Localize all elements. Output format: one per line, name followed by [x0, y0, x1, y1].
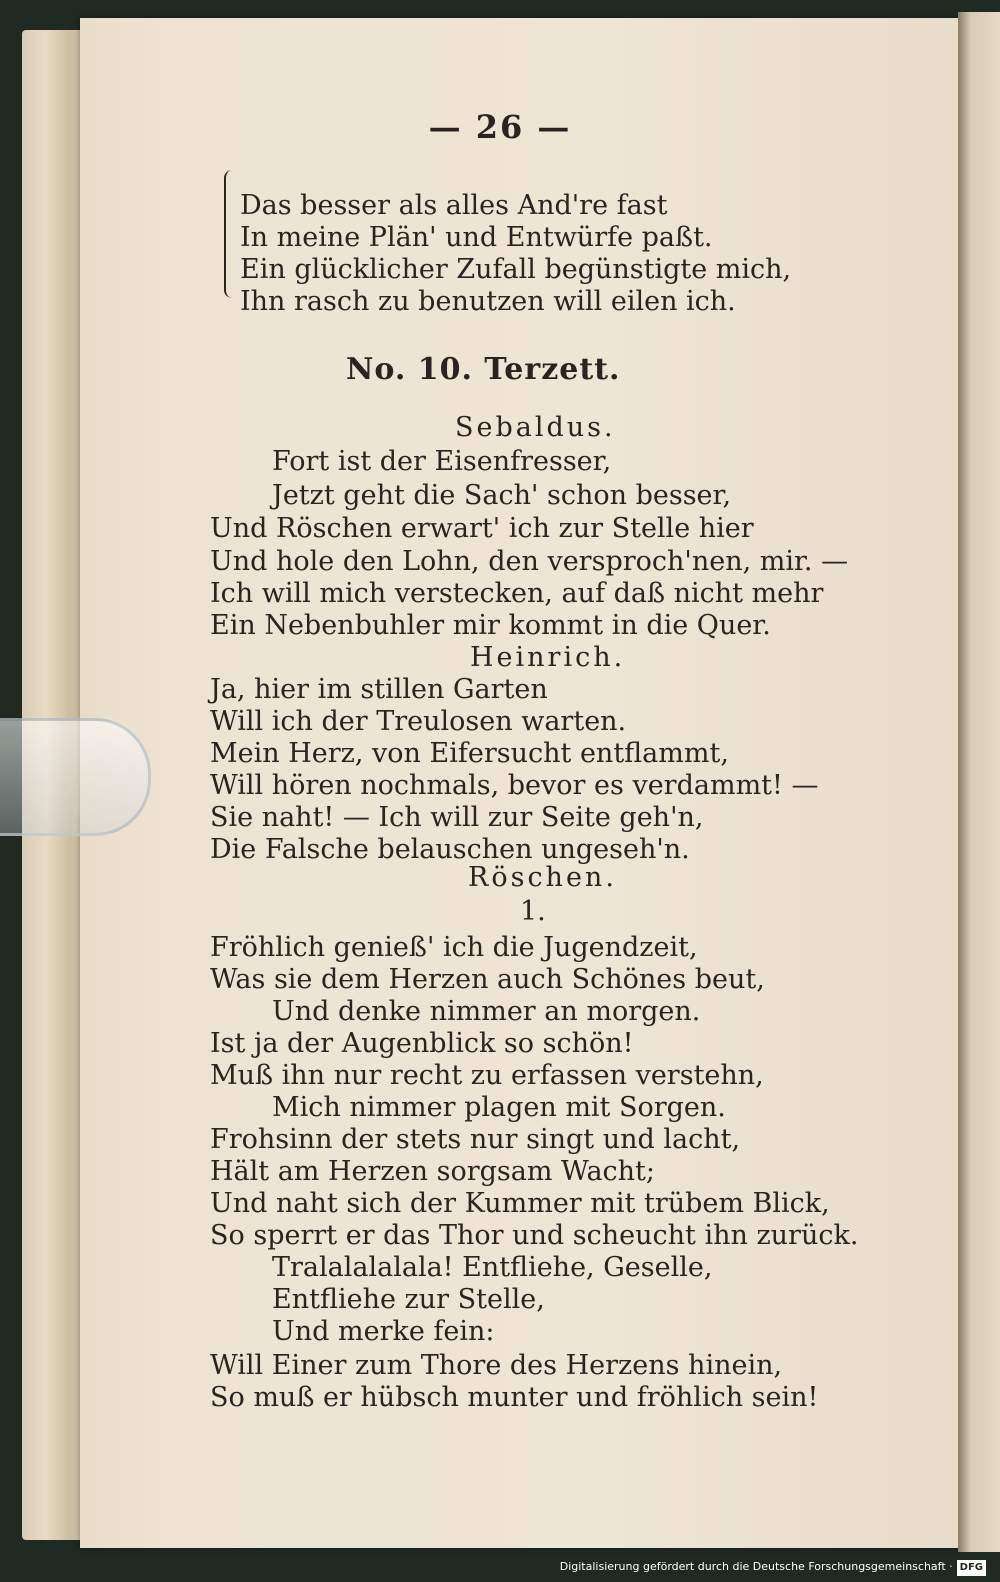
verse-line: Die Falsche belauschen ungeseh'n.	[210, 834, 690, 865]
footer-text: Digitalisierung gefördert durch die Deutsche Forschungsgemeinschaft ·	[559, 1560, 953, 1573]
verse-line: Tralalalalala! Entfliehe, Geselle,	[272, 1252, 713, 1283]
verse-line: So muß er hübsch munter und fröhlich sein!	[210, 1382, 819, 1413]
section-heading: No. 10. Terzett.	[346, 352, 621, 387]
verse-line: Ja, hier im stillen Garten	[210, 674, 548, 705]
verse-line: Das besser als alles And're fast	[240, 190, 668, 221]
verse-line: 1.	[520, 896, 546, 927]
speaker-name: Heinrich.	[470, 642, 626, 673]
verse-line: Sie naht! — Ich will zur Seite geh'n,	[210, 802, 704, 833]
verse-line: Entfliehe zur Stelle,	[272, 1284, 545, 1315]
verse-line: In meine Plän' und Entwürfe paßt.	[240, 222, 713, 253]
verse-line: Hält am Herzen sorgsam Wacht;	[210, 1156, 655, 1187]
verse-brace	[224, 170, 236, 298]
verse-line: Und merke fein:	[272, 1316, 495, 1347]
page-clip	[0, 718, 151, 836]
verse-line: Ist ja der Augenblick so schön!	[210, 1028, 634, 1059]
verse-line: Will Einer zum Thore des Herzens hinein,	[210, 1350, 783, 1381]
digitization-footer	[556, 1556, 990, 1578]
verse-line: Will ich der Treulosen warten.	[210, 706, 627, 737]
verse-line: Und hole den Lohn, den versproch'nen, mir. —	[210, 546, 849, 577]
verse-line: Will hören nochmals, bevor es verdammt! —	[210, 770, 819, 801]
verse-line: Frohsinn der stets nur singt und lacht,	[210, 1124, 741, 1155]
verse-line: Ein glücklicher Zufall begünstigte mich,	[240, 254, 792, 285]
verse-line: Muß ihn nur recht zu erfassen verstehn,	[210, 1060, 764, 1091]
facing-page-edge	[958, 12, 1000, 1552]
verse-line: Mein Herz, von Eifersucht entflammt,	[210, 738, 729, 769]
verse-line: So sperrt er das Thor und scheucht ihn zurück.	[210, 1220, 859, 1251]
verse-line: Was sie dem Herzen auch Schönes beut,	[210, 964, 765, 995]
verse-line: Fort ist der Eisenfresser,	[272, 446, 612, 477]
verse-line: Und Röschen erwart' ich zur Stelle hier	[210, 513, 754, 544]
speaker-name: Röschen.	[468, 862, 617, 893]
verse-line: Und naht sich der Kummer mit trübem Blick,	[210, 1188, 830, 1219]
speaker-name: Sebaldus.	[455, 412, 616, 443]
verse-line: Jetzt geht die Sach' schon besser,	[272, 480, 732, 511]
verse-line: Ihn rasch zu benutzen will eilen ich.	[240, 286, 736, 317]
verse-line: Ich will mich verstecken, auf daß nicht mehr	[210, 578, 824, 609]
verse-line: Und denke nimmer an morgen.	[272, 996, 701, 1027]
verse-line: Mich nimmer plagen mit Sorgen.	[272, 1092, 726, 1123]
verse-line: Fröhlich genieß' ich die Jugendzeit,	[210, 932, 698, 963]
dfg-logo: DFG	[957, 1560, 986, 1576]
page-number: — 26 —	[428, 108, 572, 146]
verse-line: Ein Nebenbuhler mir kommt in die Quer.	[210, 610, 771, 641]
